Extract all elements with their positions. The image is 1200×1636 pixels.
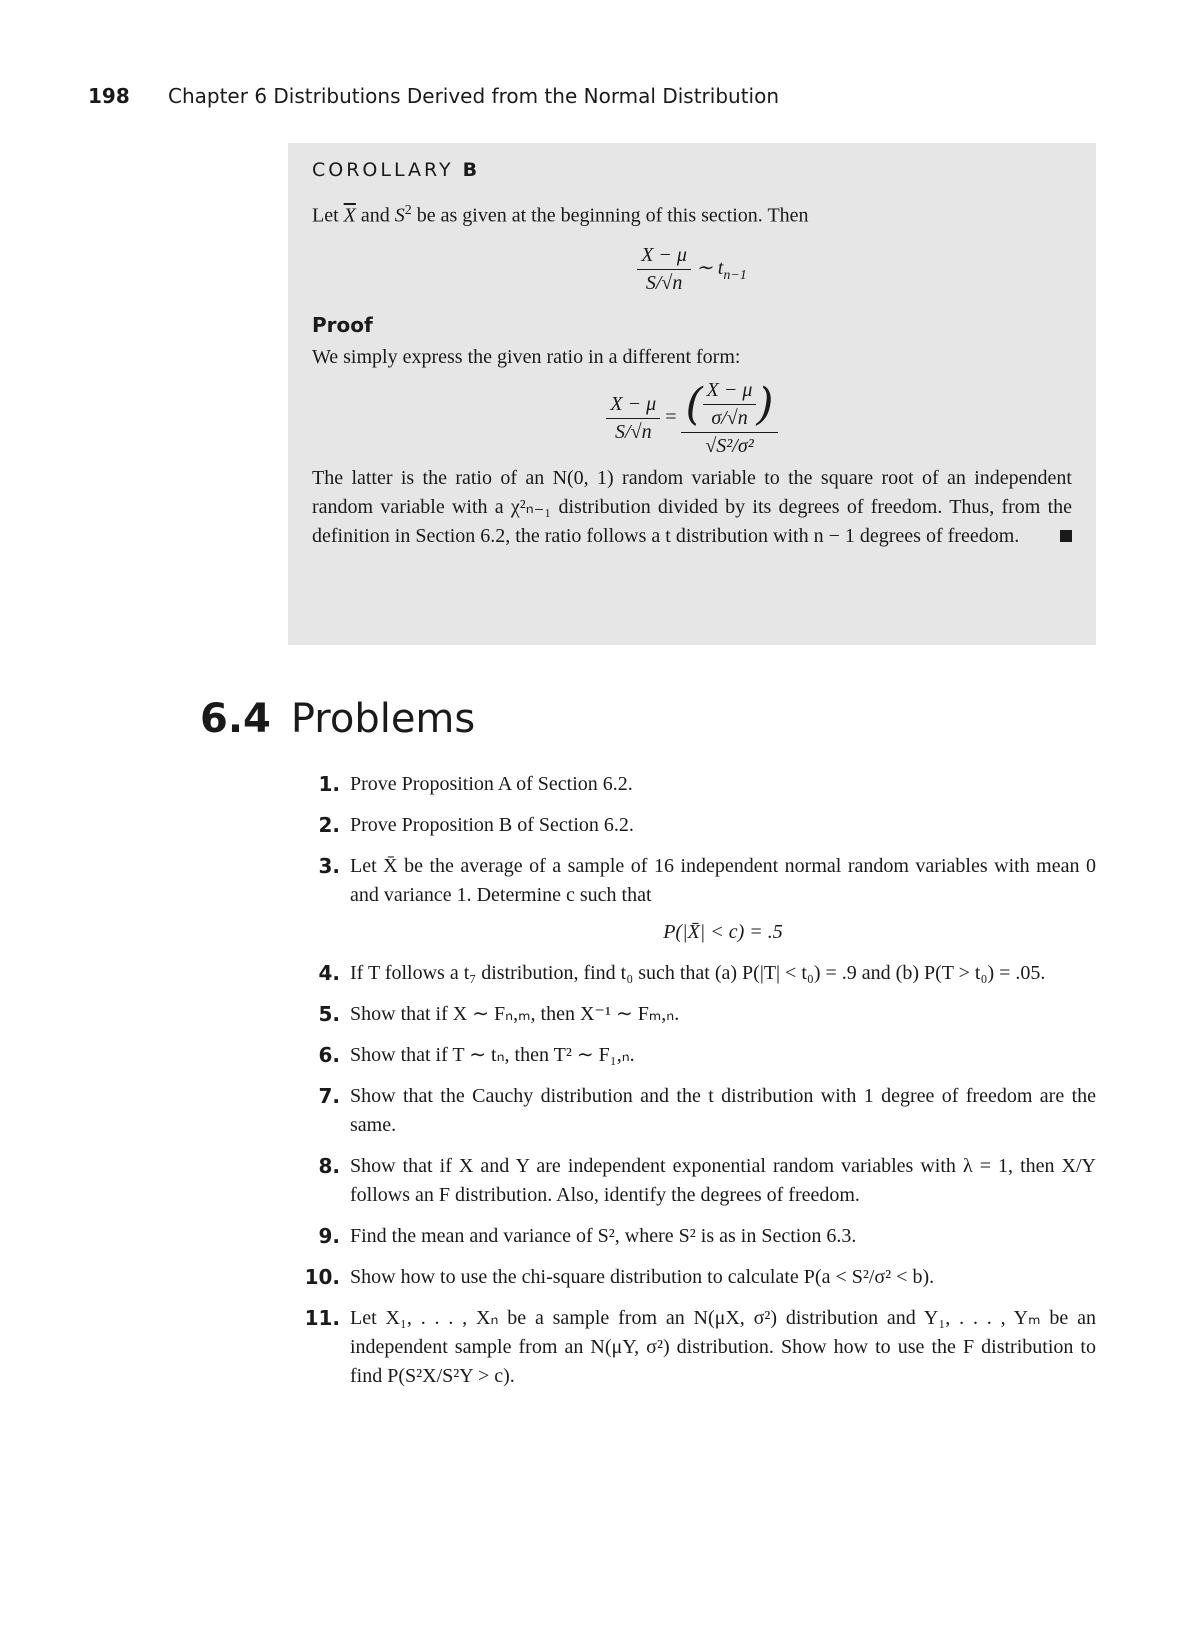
problem-2: 2. Prove Proposition B of Section 6.2.: [318, 813, 634, 837]
corollary-box: [288, 143, 1096, 645]
problem-3: 3. Let X̄ be the average of a sample of 16 independent normal random variables with mean 0 and variance 1. Determine c such that P(|X̄| < c) = .5: [300, 852, 1096, 947]
proof-equation: $\frac{X - \mu}{S/√n}$ = ( $\frac{X - \mu}{\sigma/√n}$ ) √S²/σ²: [312, 379, 1072, 458]
problem-1: 1. Prove Proposition A of Section 6.2.: [318, 772, 633, 796]
problem-10: 10. Show how to use the chi-square distribution to calculate P(a < S²/σ² < b).: [304, 1265, 935, 1289]
corollary-title: COROLLARY B: [312, 159, 478, 181]
corollary-equation: $\frac{X - \mu}{S/√n}$ ∼ $t_{n-1}$: [312, 244, 1072, 295]
problem-3-equation: P(|X̄| < c) = .5: [663, 921, 783, 943]
problem-6: 6. Show that if T ∼ tₙ, then T² ∼ F₁,ₙ.: [318, 1043, 635, 1067]
running-head: Chapter 6 Distributions Derived from the Normal Distribution: [168, 84, 780, 108]
corollary-statement: Let $\overline{X}$ and $S^2$ be as given at the beginning of this section. Then: [312, 203, 809, 227]
problem-9: 9. Find the mean and variance of S², where S² is as in Section 6.3.: [318, 1224, 857, 1248]
problem-8: 8. Show that if X and Y are independent exponential random variables with λ = 1, then X/Y follows an F distribution. Also, identify the degrees of freedom.: [318, 1154, 1096, 1206]
problem-list: [300, 770, 1096, 1403]
proof-intro: We simply express the given ratio in a different form:: [312, 345, 741, 368]
problem-4: 4. If T follows a t₇ distribution, find t₀ such that (a) P(|T| < t₀) = .9 and (b) P(T > t₀) = .05.: [318, 961, 1046, 985]
problem-11: 11. Let X₁, . . . , Xₙ be a sample from an N(μX, σ²) distribution and Y₁, . . . , Yₘ be an independent sample from an N(μY, σ²) distribution. Show how to use the F distribution to find P(S²X/S²Y > c).: [304, 1306, 1096, 1387]
section-heading: 6.4 Problems: [200, 696, 476, 742]
problem-7: 7. Show that the Cauchy distribution and the t distribution with 1 degree of freedom are the same.: [318, 1084, 1096, 1136]
page-number: 198: [88, 84, 130, 108]
page-header: [88, 84, 1088, 108]
proof-heading: Proof: [312, 312, 373, 337]
problem-5: 5. Show that if X ∼ Fₙ,ₘ, then X⁻¹ ∼ Fₘ,ₙ.: [318, 1002, 680, 1026]
end-of-proof-icon: [1060, 530, 1072, 542]
proof-conclusion: The latter is the ratio of an N(0, 1) random variable to the square root of an independent random variable with a χ²ₙ₋₁ distribution divided by its degrees of freedom. Thus, from the definition in Section 6.2, the ratio follows a t distribution with n − 1 degrees of freedom.: [312, 466, 1072, 547]
